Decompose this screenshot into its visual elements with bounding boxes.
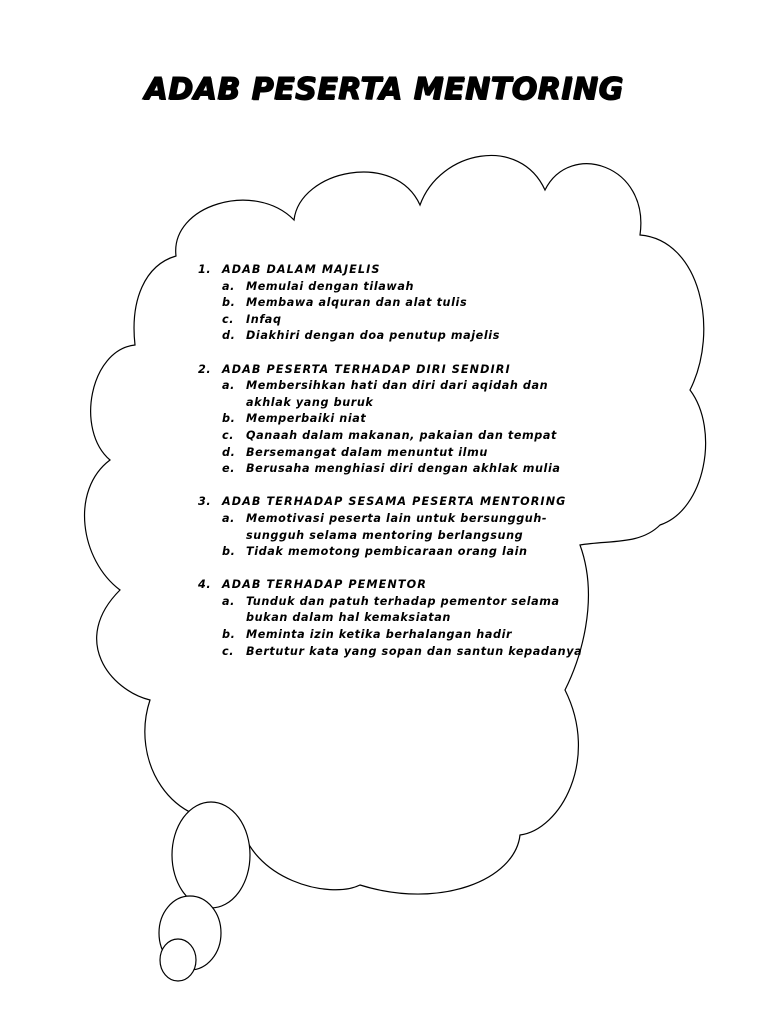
section-number: 4. [198,578,212,592]
item-letter: b. [222,628,236,642]
item-text: Memperbaiki niat [246,412,367,426]
item-text: Meminta izin ketika berhalangan hadir [246,628,513,642]
section-heading [198,262,598,279]
item-text: Tidak memotong pembicaraan orang lain [246,545,528,559]
list-item [198,295,598,312]
list-item [198,411,598,428]
section-heading [198,362,598,379]
item-letter: a. [222,594,235,608]
section-title: ADAB PESERTA TERHADAP DIRI SENDIRI [222,362,511,376]
item-text: Membawa alquran dan alat tulis [246,296,468,310]
item-text: Membersihkan hati dan diri dari aqidah dan akhlak yang buruk [246,379,549,409]
section-items [198,279,598,345]
list-item [198,428,598,445]
section-title: ADAB TERHADAP PEMENTOR [222,578,427,592]
list-item [198,328,598,345]
item-letter: c. [222,428,235,442]
section-number: 1. [198,263,212,276]
rules-list [198,262,598,677]
section-title: ADAB TERHADAP SESAMA PESERTA MENTORING [222,495,567,509]
section-number: 2. [198,362,212,376]
item-letter: b. [222,545,236,559]
item-letter: d. [222,329,236,343]
section-items [198,511,598,561]
section-heading [198,577,598,594]
section-2 [198,362,598,478]
item-letter: a. [222,511,235,525]
list-item [198,445,598,462]
item-text: Berusaha menghiasi diri dengan akhlak mulia [246,462,561,476]
item-letter: a. [222,379,235,393]
item-letter: d. [222,445,236,459]
section-number: 3. [198,495,212,509]
list-item [198,594,598,627]
list-item [198,312,598,329]
thought-bubble-small [160,939,196,981]
item-letter: b. [222,296,236,310]
page-title: ADAB PESERTA MENTORING [144,72,624,107]
item-letter: c. [222,312,235,326]
section-1 [198,262,598,345]
section-items [198,594,598,660]
item-text: Memulai dengan tilawah [246,279,415,293]
thought-bubble-large [172,802,250,908]
item-text: Qanaah dalam makanan, pakaian dan tempat [246,428,558,442]
item-text: Memotivasi peserta lain untuk bersungguh-sungguh selama mentoring berlangsung [246,511,548,542]
item-letter: c. [222,644,235,658]
item-text: Diakhiri dengan doa penutup majelis [246,329,500,343]
list-item [198,544,598,561]
list-item [198,644,598,661]
item-text: Infaq [246,312,282,326]
section-heading [198,494,598,511]
section-items [198,378,598,478]
list-item [198,461,598,478]
section-4 [198,577,598,660]
list-item [198,511,598,544]
section-title: ADAB DALAM MAJELIS [222,263,381,276]
item-text: Bertutur kata yang sopan dan santun kepadanya [246,644,583,658]
item-letter: a. [222,279,235,293]
list-item [198,378,598,411]
list-item [198,279,598,296]
item-text: Tunduk dan patuh terhadap pementor selama bukan dalam hal kemaksiatan [246,594,560,625]
list-item [198,627,598,644]
item-letter: b. [222,412,236,426]
item-text: Bersemangat dalam menuntut ilmu [246,445,488,459]
item-letter: e. [222,462,236,476]
section-3 [198,494,598,560]
